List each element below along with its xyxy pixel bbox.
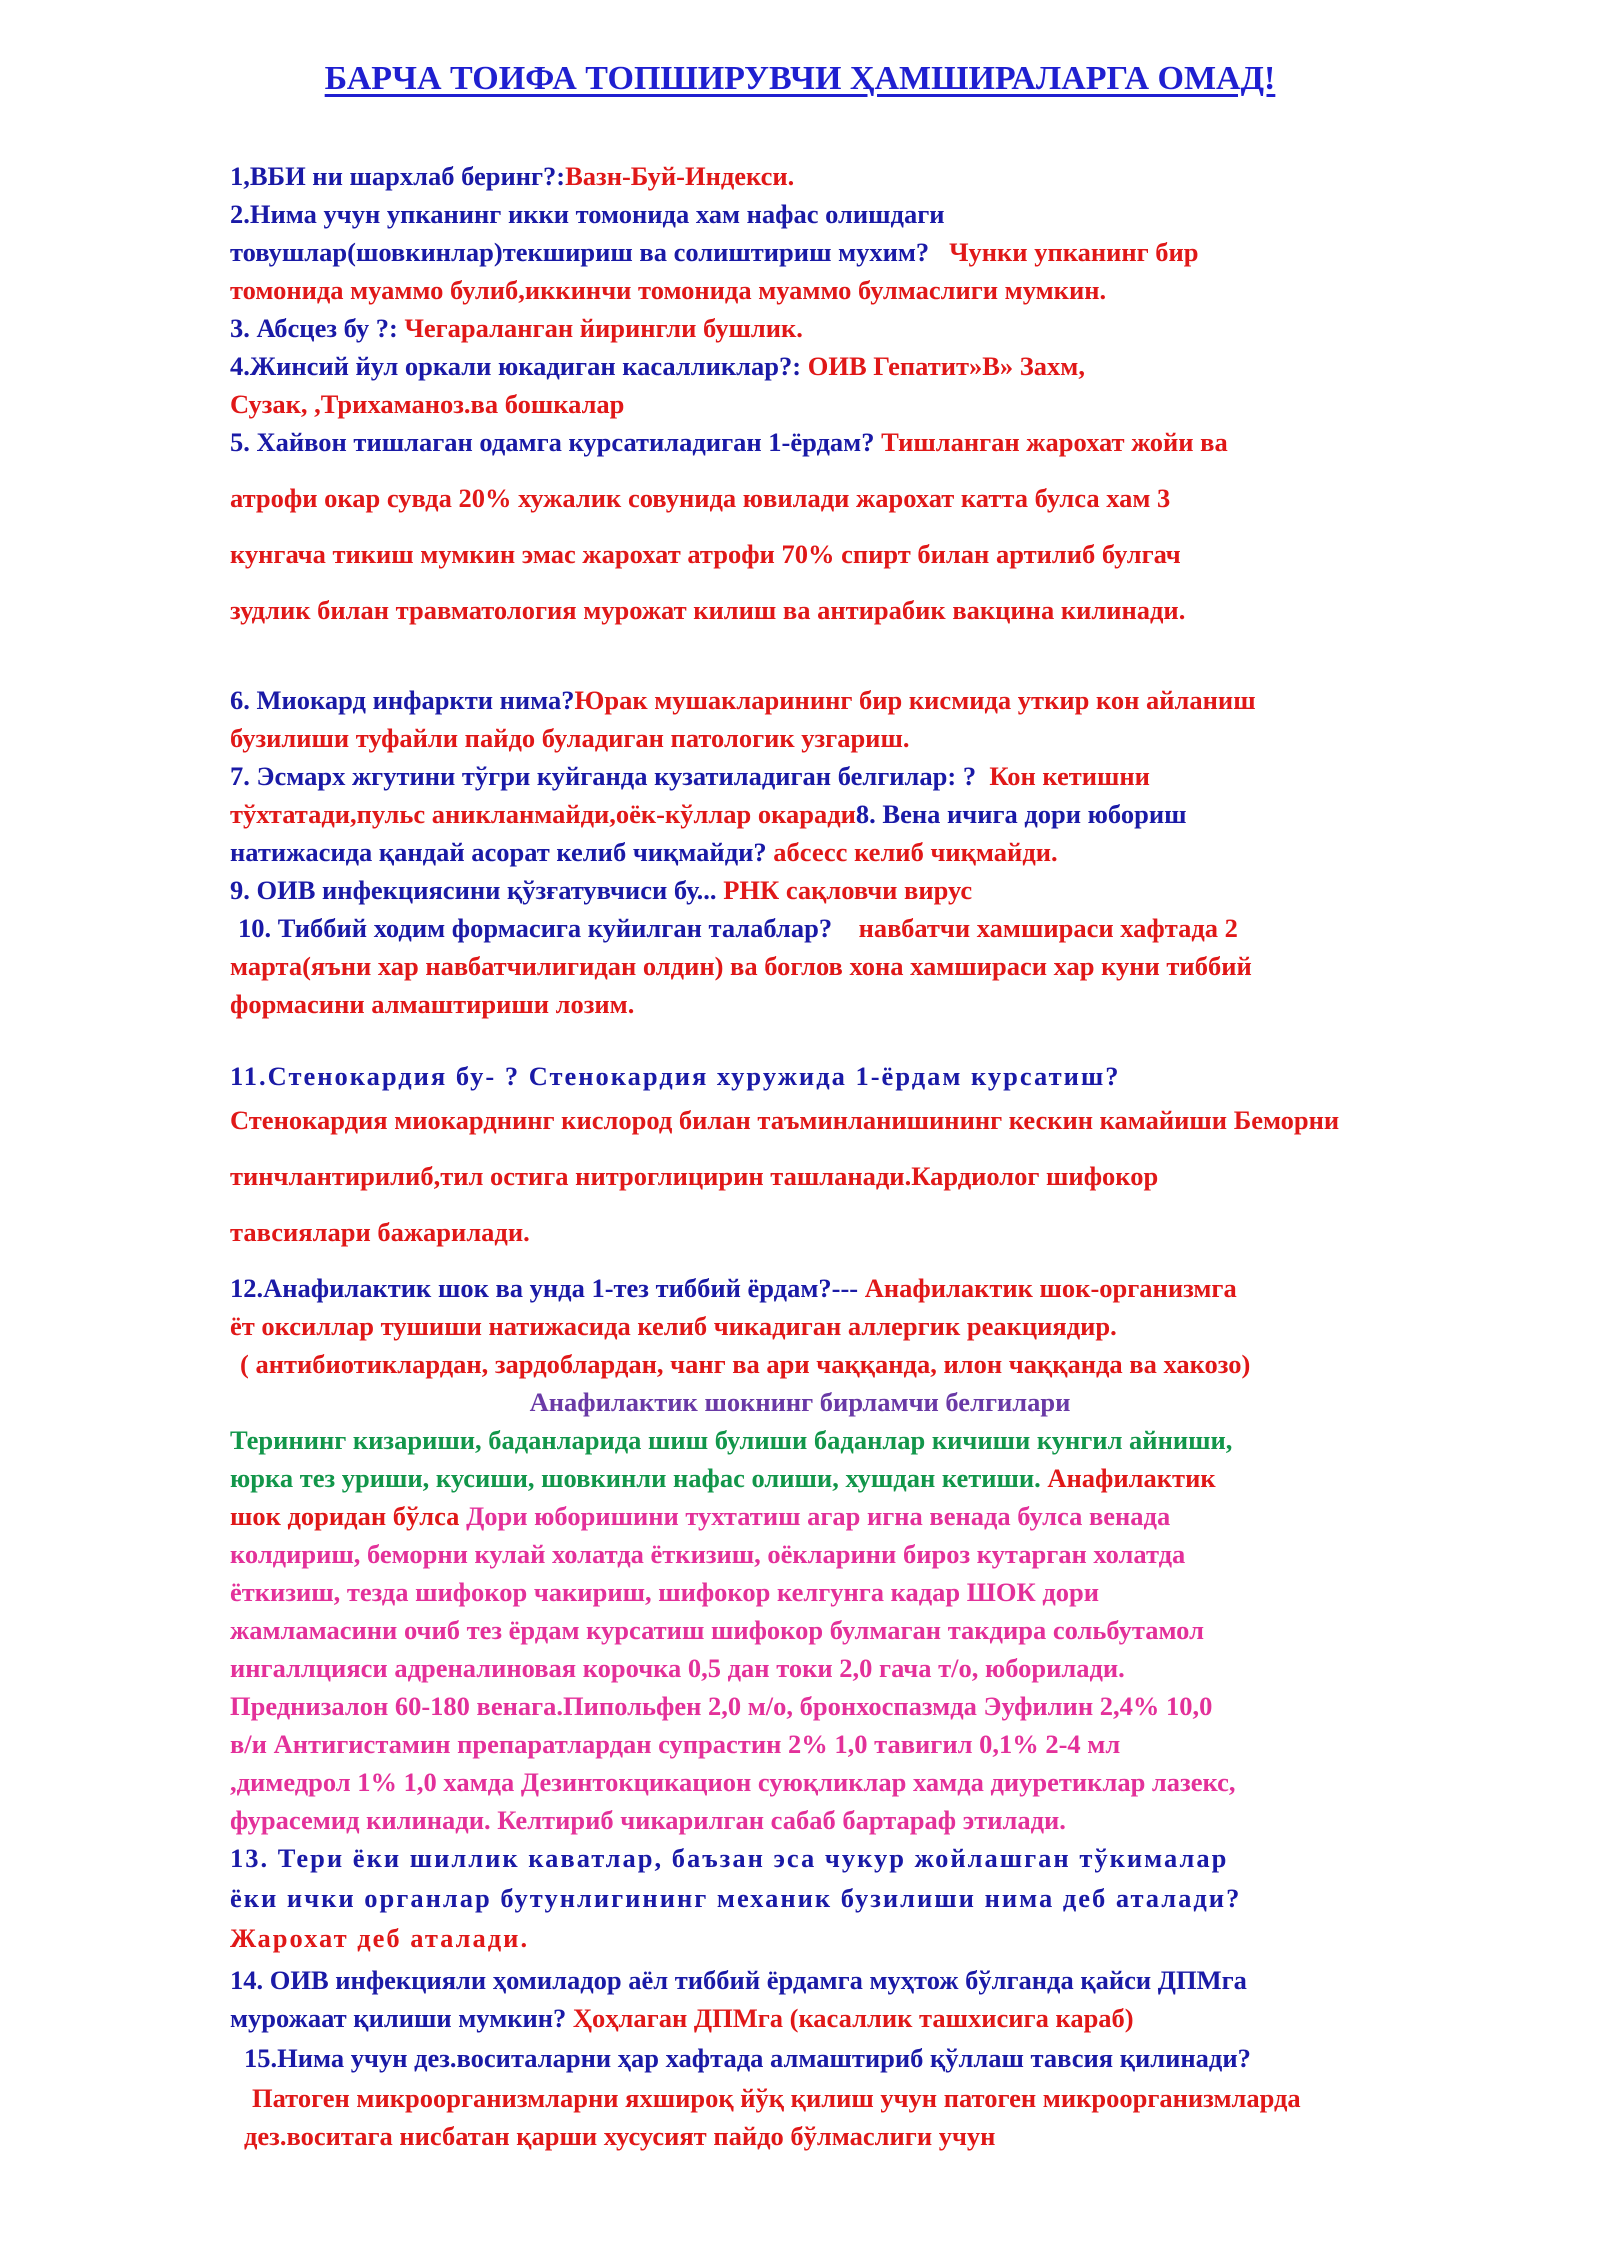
answer-7-line-2 bbox=[230, 796, 1186, 832]
symptoms-text-cont: юрка тез уриши, кусиши, шовкинли нафас олиши, хушдан кетиши. bbox=[230, 1463, 1041, 1493]
answer-5-line-4 bbox=[230, 592, 1185, 628]
question-13 bbox=[230, 1840, 1228, 1876]
answer-4-line-2 bbox=[230, 386, 624, 422]
page-title: БАРЧА ТОИФА ТОПШИРУВЧИ ҲАМШИРАЛАРГА ОМАД! bbox=[324, 60, 1276, 97]
answer-15-text-cont: дез.воситага нисбатан қарши хусусият пайдо бўлмаслиги учун bbox=[244, 2121, 996, 2151]
question-14 bbox=[230, 1962, 1247, 1998]
treatment-text-cont: жамламасини очиб тез ёрдам курсатиш шифокор булмаган такдира сольбутамол bbox=[230, 1615, 1204, 1645]
question-3 bbox=[230, 310, 803, 346]
question-2-text-cont: товушлар(шовкинлар)текшириш ва солиштириш мухим? bbox=[230, 237, 930, 267]
answer-10-text: навбатчи хамшираси хафтада 2 bbox=[858, 913, 1238, 943]
answer-8-text: абсесс келиб чиқмайди. bbox=[773, 837, 1058, 867]
question-11 bbox=[230, 1058, 1120, 1094]
question-2-line-1 bbox=[230, 196, 945, 232]
answer-15-line-1 bbox=[252, 2080, 1301, 2116]
question-2-line-2 bbox=[230, 234, 1199, 270]
treatment-line-9 bbox=[230, 1802, 1066, 1838]
answer-5-text-cont: атрофи окар сувда 20% хужалик совунида ювилади жарохат катта булса хам 3 bbox=[230, 483, 1171, 513]
question-11-text: 11.Стенокардия бу- ? Стенокардия хуружида 1-ёрдам курсатиш? bbox=[230, 1061, 1121, 1091]
symptoms-heading bbox=[0, 1384, 1600, 1420]
treatment-line-6 bbox=[230, 1688, 1212, 1724]
answer-5-text: Тишланган жарохат жойи ва bbox=[881, 427, 1228, 457]
treatment-line-3 bbox=[230, 1574, 1099, 1610]
drug-shock-label-cont: шок дoридан бўлса bbox=[230, 1501, 460, 1531]
answer-6-text-cont: бузилиши туфайли пайдо буладиган патологик узгариш. bbox=[230, 723, 910, 753]
question-13-text: 13. Тери ёки шиллик каватлар, баъзан эса чукур жойлашган тўкималар bbox=[230, 1843, 1229, 1873]
question-12-text: 12.Анафилактик шок ва унда 1-тез тиббий ёрдам?--- bbox=[230, 1273, 859, 1303]
question-10-text: 10. Тиббий ходим формасига куйилган талаблар? bbox=[238, 913, 833, 943]
answer-12-text-cont: ( антибиотиклардан, зардоблардан, чанг ва ари чаққанда, илон чаққанда ва хакозо) bbox=[240, 1349, 1251, 1379]
answer-11-text: Стенокардия миокарднинг кислород билан таъминланишининг кескин камайиши Беморни bbox=[230, 1105, 1340, 1135]
answer-6-text: Юрак мушакларининг бир кисмида уткир кон айланиш bbox=[574, 685, 1256, 715]
treatment-line-8 bbox=[230, 1764, 1235, 1800]
question-13-line-2 bbox=[230, 1880, 1241, 1916]
answer-5-text-cont: зудлик билан травматология мурожат килиш ва антирабик вакцина килинади. bbox=[230, 595, 1186, 625]
answer-10-text-cont: формасини алмаштириши лозим. bbox=[230, 989, 635, 1019]
question-14-text: 14. ОИВ инфекцияли ҳомиладор аёл тиббий ёрдамга муҳтож бўлганда қайси ДПМга bbox=[230, 1965, 1247, 1995]
answer-6-line-2 bbox=[230, 720, 909, 756]
treatment-line-5 bbox=[230, 1650, 1125, 1686]
question-9-text: 9. ОИВ инфекциясини қўзғатувчиси бу... bbox=[230, 875, 717, 905]
symptoms-line-2 bbox=[230, 1460, 1216, 1496]
treatment-line-1 bbox=[230, 1498, 1170, 1534]
answer-11-line-3 bbox=[230, 1214, 530, 1250]
answer-1-text: Вазн-Буй-Индекси. bbox=[565, 161, 795, 191]
question-8-line-2 bbox=[230, 834, 1058, 870]
question-14-text-cont: мурожаат қилиши мумкин? bbox=[230, 2003, 567, 2033]
treatment-text-cont: Преднизалон 60-180 венага.Пипольфен 2,0 м/о, бронхоспазмда Эуфилин 2,4% 10,0 bbox=[230, 1691, 1213, 1721]
question-9 bbox=[230, 872, 972, 908]
answer-2-text: Чунки упканинг бир bbox=[949, 237, 1199, 267]
answer-10-text-cont: марта(яъни хар навбатчилигидан олдин) ва боглов хона хамшираси хар куни тиббий bbox=[230, 951, 1252, 981]
answer-14-text: Ҳоҳлаган ДПМга (касаллик ташхисига караб) bbox=[572, 2003, 1134, 2033]
answer-10-line-3 bbox=[230, 986, 634, 1022]
treatment-text-cont: ингаллцияси адреналиновая корочка 0,5 дан токи 2,0 гача т/о, юборилади. bbox=[230, 1653, 1125, 1683]
answer-10-line-2 bbox=[230, 948, 1252, 984]
answer-9-text: РНК сақловчи вирус bbox=[723, 875, 973, 905]
drug-shock-label: Анафилактик bbox=[1047, 1463, 1216, 1493]
answer-3-text: Чегараланган йирингли бушлик. bbox=[404, 313, 803, 343]
question-8-text: 8. Вена ичига дори юбориш bbox=[855, 799, 1187, 829]
question-7-text: 7. Эсмарх жгутини тўгри куйганда кузатиладиган белгилар: ? bbox=[230, 761, 977, 791]
answer-4-text: ОИВ Гепатит»В» Захм, bbox=[807, 351, 1085, 381]
answer-12-text-cont: ёт оксиллар тушиши натижасида келиб чикадиган аллергик реакциядир. bbox=[230, 1311, 1117, 1341]
answer-5-line-3 bbox=[230, 536, 1181, 572]
question-15 bbox=[244, 2040, 1251, 2076]
answer-5-text-cont: кунгача тикиш мумкин эмас жарохат атрофи 70% спирт билан артилиб булгач bbox=[230, 539, 1181, 569]
answer-12-line-3 bbox=[240, 1346, 1250, 1382]
answer-2-text-cont: томонида муаммо булиб,иккинчи томонида муаммо булмаслиги мумкин. bbox=[230, 275, 1107, 305]
treatment-text-cont: в/и Антигистамин препаратлардан супрастин 2% 1,0 тавигил 0,1% 2-4 мл bbox=[230, 1729, 1121, 1759]
answer-11-text-cont: тинчлантирилиб,тил остига нитроглицирин ташланади.Кардиолог шифокор bbox=[230, 1161, 1159, 1191]
question-8-text-cont: натижасида қандай асорат келиб чиқмайди? bbox=[230, 837, 767, 867]
treatment-line-4 bbox=[230, 1612, 1204, 1648]
treatment-text-cont: ёткизиш, тезда шифокор чакириш, шифокор келгунга кадар ШОК дори bbox=[230, 1577, 1100, 1607]
answer-7-text-cont: тўхтатади,пульс аникланмайди,оёк-кўллар окаради bbox=[230, 799, 856, 829]
question-14-line-2 bbox=[230, 2000, 1134, 2036]
question-3-text: 3. Абсцез бу ?: bbox=[230, 313, 398, 343]
question-2-text: 2.Нима учун упканинг икки томонида хам нафас олишдаги bbox=[230, 199, 945, 229]
answer-7-text: Кон кетишни bbox=[989, 761, 1150, 791]
treatment-text-cont: ,димедрол 1% 1,0 хамда Дезинтокцикацион суюқликлар хамда диуретиклар лазекс, bbox=[230, 1767, 1236, 1797]
question-13-text-cont: ёки ички органлар бутунлигининг механик бузилиши нима деб аталади? bbox=[230, 1883, 1242, 1913]
question-1-text: 1,ВБИ ни шархлаб беринг?: bbox=[230, 161, 566, 191]
treatment-line-7 bbox=[230, 1726, 1120, 1762]
question-5-text: 5. Хайвон тишлаган одамга курсатиладиган 1-ёрдам? bbox=[230, 427, 875, 457]
question-7 bbox=[230, 758, 1150, 794]
question-4 bbox=[230, 348, 1085, 384]
question-1 bbox=[230, 158, 794, 194]
symptoms-text: Терининг кизариши, баданларида шиш булиши баданлар кичиши кунгил айниши, bbox=[230, 1425, 1233, 1455]
question-6 bbox=[230, 682, 1256, 718]
treatment-text: Дори юборишини тухтатиш агар игна венада булса венада bbox=[466, 1501, 1171, 1531]
question-15-text: 15.Нима учун дез.воситаларни ҳар хафтада алмаштириб қўллаш тавсия қилинади? bbox=[244, 2043, 1251, 2073]
treatment-line-2 bbox=[230, 1536, 1185, 1572]
answer-11-text-cont: тавсиялари бажарилади. bbox=[230, 1217, 530, 1247]
question-12 bbox=[230, 1270, 1237, 1306]
treatment-text-cont: фурасемид килинади. Келтириб чикарилган сабаб бартараф этилади. bbox=[230, 1805, 1066, 1835]
symptoms-heading-text: Анафилактик шокнинг бирламчи белгилари bbox=[529, 1387, 1071, 1417]
answer-15-text: Патоген микроорганизмларни яхшироқ йўқ қилиш учун патоген микроорганизмларда bbox=[252, 2083, 1301, 2113]
answer-13 bbox=[230, 1920, 529, 1956]
answer-2-line-3 bbox=[230, 272, 1106, 308]
answer-4-text-cont: Сузак, ,Трихаманоз.ва бошкалар bbox=[230, 389, 625, 419]
symptoms-line-1 bbox=[230, 1422, 1232, 1458]
answer-12-line-2 bbox=[230, 1308, 1117, 1344]
answer-5-line-2 bbox=[230, 480, 1170, 516]
answer-15-line-2 bbox=[244, 2118, 995, 2154]
question-6-text: 6. Миокард инфаркти нима? bbox=[230, 685, 575, 715]
answer-11-line-2 bbox=[230, 1158, 1158, 1194]
answer-13-text: Жарохат деб аталади. bbox=[230, 1923, 530, 1953]
treatment-text-cont: колдириш, беморни кулай холатда ёткизиш, оёкларини бироз кутарган холатда bbox=[230, 1539, 1186, 1569]
question-4-text: 4.Жинсий йул оркали юкадиган касалликлар?: bbox=[230, 351, 802, 381]
answer-12-text: Анафилактик шок-организмга bbox=[864, 1273, 1237, 1303]
question-10 bbox=[238, 910, 1238, 946]
answer-11-line-1 bbox=[230, 1102, 1339, 1138]
question-5 bbox=[230, 424, 1228, 460]
